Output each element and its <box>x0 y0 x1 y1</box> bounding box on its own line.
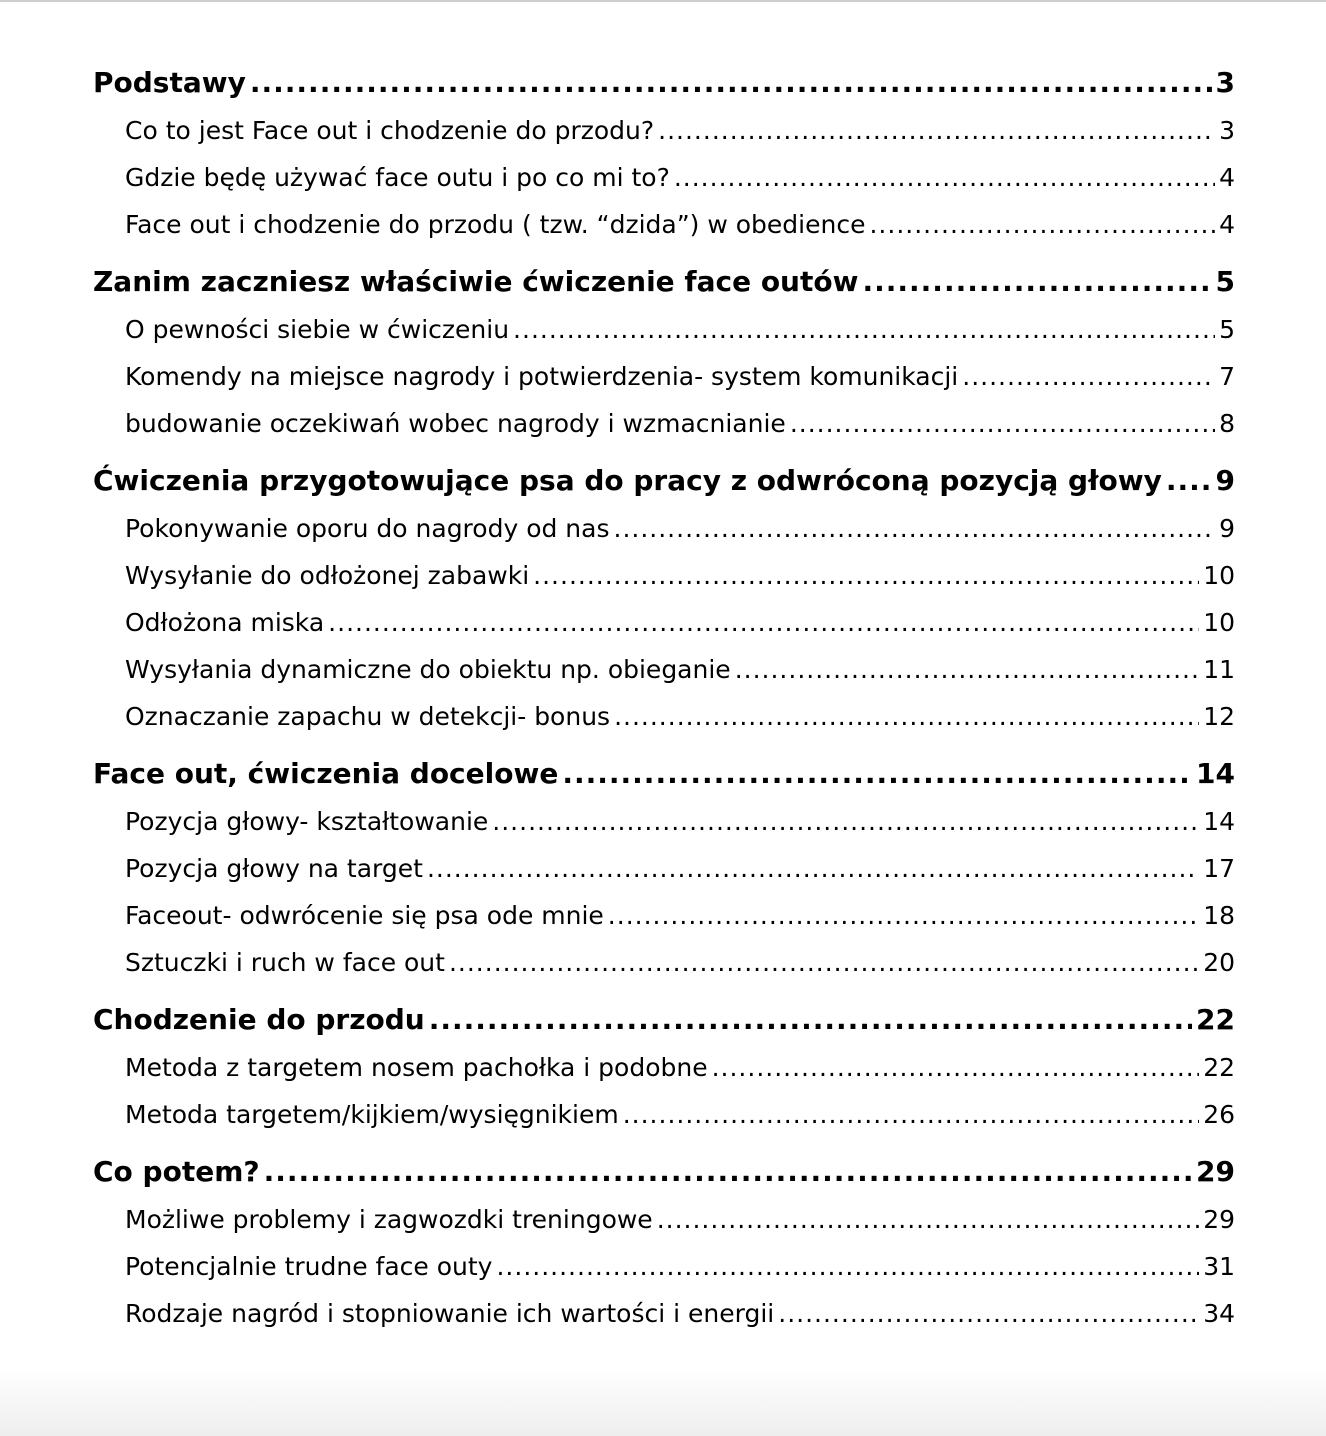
toc-page-number: 10 <box>1203 608 1235 637</box>
toc-page-number: 14 <box>1203 807 1235 836</box>
table-of-contents <box>93 66 1235 1346</box>
toc-subsection[interactable] <box>93 608 1235 655</box>
dot-leader <box>533 561 1199 590</box>
dot-leader <box>614 514 1216 543</box>
toc-page-number: 8 <box>1219 409 1235 438</box>
toc-section[interactable] <box>93 1003 1235 1053</box>
toc-page-number: 9 <box>1215 464 1235 497</box>
toc-subsection[interactable] <box>93 315 1235 362</box>
toc-section[interactable] <box>93 66 1235 116</box>
toc-page-number: 7 <box>1219 362 1235 391</box>
toc-title: Chodzenie do przodu <box>93 1003 425 1036</box>
toc-title: Podstawy <box>93 66 246 99</box>
toc-title: Wysyłania dynamiczne do obiektu np. obieganie <box>125 655 731 684</box>
toc-title: Rodzaje nagród i stopniowanie ich wartości i energii <box>125 1299 775 1328</box>
toc-title: Oznaczanie zapachu w detekcji- bonus <box>125 702 611 731</box>
toc-section[interactable] <box>93 464 1235 514</box>
toc-title: Metoda z targetem nosem pachołka i podobne <box>125 1053 708 1082</box>
toc-title: Zanim zaczniesz właściwie ćwiczenie face outów <box>93 265 859 298</box>
toc-subsection[interactable] <box>93 1205 1235 1252</box>
dot-leader <box>562 757 1192 790</box>
toc-section[interactable] <box>93 1155 1235 1205</box>
toc-subsection[interactable] <box>93 807 1235 854</box>
toc-subsection[interactable] <box>93 655 1235 702</box>
dot-leader <box>657 1205 1200 1234</box>
dot-leader <box>328 608 1199 637</box>
dot-leader <box>623 1100 1199 1129</box>
toc-title: Co to jest Face out i chodzenie do przodu? <box>125 116 655 145</box>
toc-page-number: 11 <box>1203 655 1235 684</box>
toc-subsection[interactable] <box>93 409 1235 456</box>
dot-leader <box>429 1003 1192 1036</box>
dot-leader <box>513 315 1215 344</box>
toc-title: Ćwiczenia przygotowujące psa do pracy z odwróconą pozycją głowy <box>93 464 1162 497</box>
toc-title: Odłożona miska <box>125 608 325 637</box>
toc-subsection[interactable] <box>93 1053 1235 1100</box>
toc-subsection[interactable] <box>93 116 1235 163</box>
dot-leader <box>862 265 1211 298</box>
toc-subsection[interactable] <box>93 1100 1235 1147</box>
toc-subsection[interactable] <box>93 362 1235 409</box>
toc-page-number: 12 <box>1203 702 1235 731</box>
dot-leader <box>790 409 1215 438</box>
toc-page-number: 5 <box>1219 315 1235 344</box>
toc-title: budowanie oczekiwań wobec nagrody i wzmacnianie <box>125 409 786 438</box>
dot-leader <box>735 655 1200 684</box>
dot-leader <box>1166 464 1212 497</box>
toc-page-number: 31 <box>1203 1252 1235 1281</box>
dot-leader <box>492 807 1199 836</box>
dot-leader <box>264 1155 1192 1188</box>
toc-title: Pozycja głowy na target <box>125 854 423 883</box>
toc-page-number: 22 <box>1203 1053 1235 1082</box>
toc-title: O pewności siebie w ćwiczeniu <box>125 315 510 344</box>
toc-section[interactable] <box>93 265 1235 315</box>
dot-leader <box>712 1053 1200 1082</box>
dot-leader <box>658 116 1215 145</box>
toc-page-number: 4 <box>1219 163 1235 192</box>
dot-leader <box>962 362 1215 391</box>
toc-page-number: 4 <box>1219 210 1235 239</box>
toc-subsection[interactable] <box>93 1299 1235 1346</box>
toc-title: Face out i chodzenie do przodu ( tzw. “dzida”) w obedience <box>125 210 866 239</box>
toc-subsection[interactable] <box>93 702 1235 749</box>
toc-title: Pozycja głowy- kształtowanie <box>125 807 489 836</box>
toc-title: Wysyłanie do odłożonej zabawki <box>125 561 530 590</box>
toc-title: Komendy na miejsce nagrody i potwierdzenia- system komunikacji <box>125 362 959 391</box>
toc-page-number: 3 <box>1219 116 1235 145</box>
dot-leader <box>496 1252 1199 1281</box>
toc-subsection[interactable] <box>93 1252 1235 1299</box>
toc-subsection[interactable] <box>93 854 1235 901</box>
dot-leader <box>778 1299 1199 1328</box>
toc-title: Pokonywanie oporu do nagrody od nas <box>125 514 610 543</box>
toc-page-number: 14 <box>1196 757 1235 790</box>
toc-page-number: 22 <box>1196 1003 1235 1036</box>
toc-page-number: 10 <box>1203 561 1235 590</box>
toc-title: Sztuczki i ruch w face out <box>125 948 445 977</box>
dot-leader <box>427 854 1199 883</box>
toc-page-number: 29 <box>1196 1155 1235 1188</box>
toc-subsection[interactable] <box>93 561 1235 608</box>
toc-title: Potencjalnie trudne face outy <box>125 1252 493 1281</box>
toc-title: Faceout- odwrócenie się psa ode mnie <box>125 901 604 930</box>
toc-subsection[interactable] <box>93 210 1235 257</box>
toc-title: Możliwe problemy i zagwozdki treningowe <box>125 1205 653 1234</box>
toc-title: Co potem? <box>93 1155 260 1188</box>
toc-subsection[interactable] <box>93 163 1235 210</box>
dot-leader <box>674 163 1215 192</box>
toc-title: Face out, ćwiczenia docelowe <box>93 757 559 790</box>
toc-subsection[interactable] <box>93 514 1235 561</box>
dot-leader <box>614 702 1199 731</box>
toc-page-number: 34 <box>1203 1299 1235 1328</box>
toc-page-number: 17 <box>1203 854 1235 883</box>
dot-leader <box>869 210 1215 239</box>
page-bottom-shade <box>0 1366 1326 1436</box>
toc-section[interactable] <box>93 757 1235 807</box>
dot-leader <box>449 948 1199 977</box>
toc-page-number: 3 <box>1215 66 1235 99</box>
toc-page-number: 26 <box>1203 1100 1235 1129</box>
toc-title: Gdzie będę używać face outu i po co mi to? <box>125 163 670 192</box>
dot-leader <box>250 66 1212 99</box>
toc-subsection[interactable] <box>93 901 1235 948</box>
toc-page-number: 5 <box>1215 265 1235 298</box>
toc-page-number: 18 <box>1203 901 1235 930</box>
toc-page-number: 9 <box>1219 514 1235 543</box>
dot-leader <box>608 901 1199 930</box>
toc-title: Metoda targetem/kijkiem/wysięgnikiem <box>125 1100 619 1129</box>
toc-page-number: 20 <box>1203 948 1235 977</box>
toc-page-number: 29 <box>1203 1205 1235 1234</box>
top-border <box>0 0 1326 2</box>
toc-subsection[interactable] <box>93 948 1235 995</box>
